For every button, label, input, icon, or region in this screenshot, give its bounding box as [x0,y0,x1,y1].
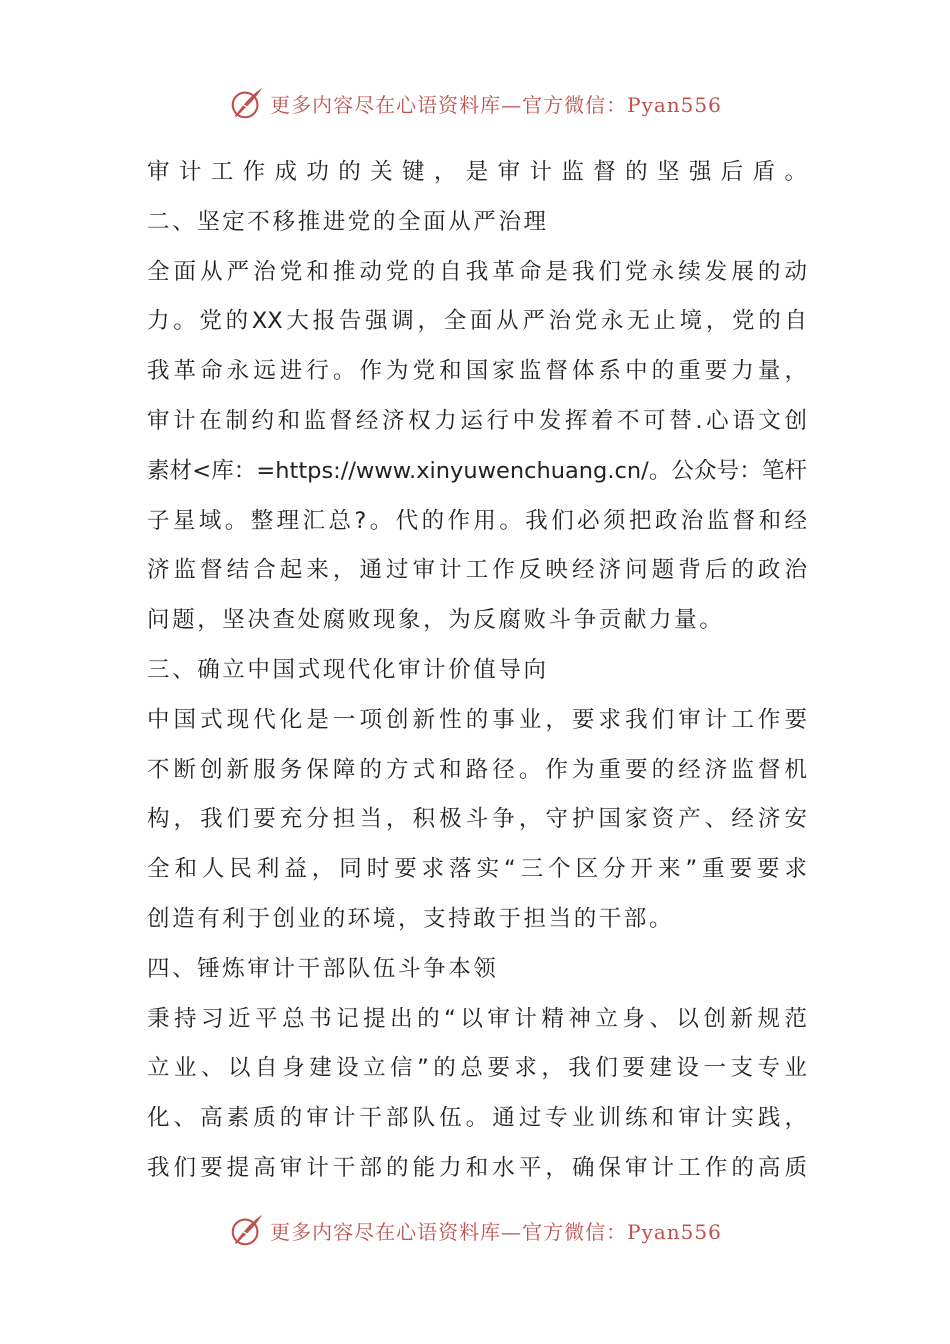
body-line: 审计工作成功的关键，是审计监督的坚强后盾。 [147,159,807,185]
body-line: 济监督结合起来，通过审计工作反映经济问题背后的政治 [147,557,807,584]
body-line: 不断创新服务保障的方式和路径。作为重要的经济监督机 [147,756,807,783]
footer-banner-text: 更多内容尽在心语资料库—官方微信：Pyan556 [270,1219,722,1244]
quill-logo-icon [228,1211,266,1249]
body-line: 力。党的XX大报告强调，全面从严治党永无止境，党的自 [147,308,807,335]
body-line: 化、高素质的审计干部队伍。通过专业训练和审计实践， [147,1105,807,1132]
section-heading: 四、锤炼审计干部队伍斗争本领 [147,955,499,982]
section-heading: 三、确立中国式现代化审计价值导向 [147,656,549,683]
document-body [147,148,807,1194]
body-line: 全和人民利益，同时要求落实“三个区分开来”重要要求 [147,856,807,883]
body-line: 中国式现代化是一项创新性的事业，要求我们审计工作要 [147,706,807,733]
header-banner [0,83,950,123]
body-line: 创造有利于创业的环境，支持敢于担当的干部。 [147,905,675,932]
body-line: 立业、以自身建设立信”的总要求，我们要建设一支专业 [147,1055,807,1082]
body-line: 审计在制约和监督经济权力运行中发挥着不可替.心语文创 [147,407,807,434]
body-line: 我们要提高审计干部的能力和水平，确保审计工作的高质 [147,1154,807,1181]
body-line: 秉持习近平总书记提出的“以审计精神立身、以创新规范 [147,1005,807,1032]
quill-logo-icon [228,84,266,122]
header-banner-text: 更多内容尽在心语资料库—官方微信：Pyan556 [270,92,722,117]
body-line: 子星域。整理汇总?。代的作用。我们必须把政治监督和经 [147,507,807,534]
footer-banner [0,1210,950,1250]
section-heading: 二、坚定不移推进党的全面从严治理 [147,208,549,235]
body-line: 构，我们要充分担当，积极斗争，守护国家资产、经济安 [147,806,807,833]
body-line: 我革命永远进行。作为党和国家监督体系中的重要力量， [147,358,807,385]
body-line: 问题，坚决查处腐败现象，为反腐败斗争贡献力量。 [147,607,725,634]
body-line: 素材<库：=https://www.xinyuwenchuang.cn/。公众号：笔杆 [147,457,807,484]
body-line: 全面从严治党和推动党的自我革命是我们党永续发展的动 [147,258,807,285]
